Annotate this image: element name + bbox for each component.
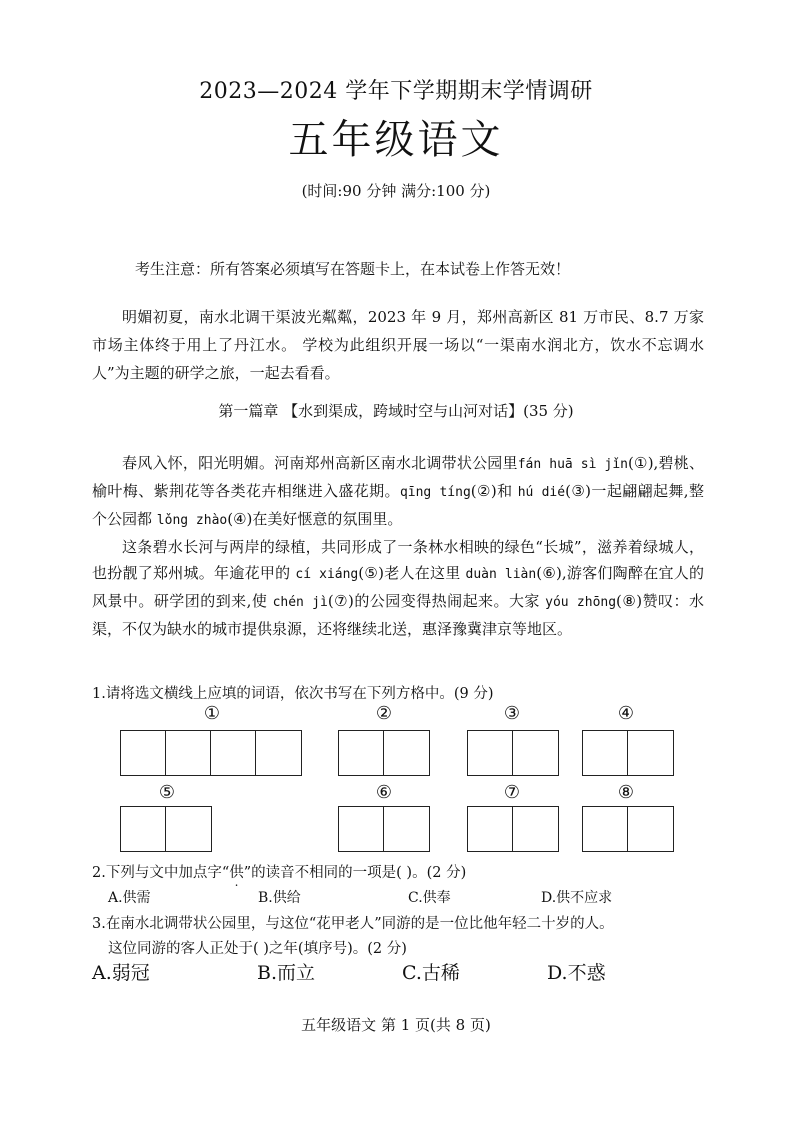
answer-grid-6[interactable] bbox=[338, 806, 430, 852]
question-2-options bbox=[108, 887, 708, 909]
question-3-line2: 这位同游的客人正处于( )之年(填序号)。(2 分) bbox=[108, 941, 407, 957]
grid-label-8: ⑧ bbox=[617, 782, 635, 803]
page-footer: 五年级语文 第 1 页(共 8 页) bbox=[301, 1016, 491, 1034]
pinyin-8: yóu zhōng bbox=[545, 595, 617, 610]
answer-grid-5[interactable] bbox=[120, 806, 212, 852]
answer-grid-3[interactable] bbox=[467, 730, 559, 776]
exam-time-info: (时间:90 分钟 满分:100 分) bbox=[301, 182, 491, 200]
answer-grid-2[interactable] bbox=[338, 730, 430, 776]
pinyin-2: qīng tíng bbox=[399, 485, 471, 500]
dotted-character: 供 bbox=[229, 865, 244, 881]
answer-grid-8[interactable] bbox=[582, 806, 674, 852]
q2-option-b[interactable]: B.供给 bbox=[258, 890, 301, 906]
passage-paragraph-2: 这条碧水长河与两岸的绿植，共同形成了一条林水相映的绿色“长城”，滋养着绿城人，也扮靓了郑州城。年逾花甲的 cí xiáng(⑤)老人在这里 duàn liàn(⑥),游客们陶醉在宜人的风景中。研学团的到来,使 chén jì(⑦)的公园变得热闹起来。大家 yóu zhōng(⑧)赞叹：水渠，不仅为缺水的城市提供泉源，还将继续北送，惠泽豫冀津京等地区。 bbox=[92, 538, 704, 638]
q2-option-a[interactable]: A.供需 bbox=[108, 890, 151, 906]
q3-option-b[interactable]: B.而立 bbox=[257, 962, 316, 984]
candidate-notice: 考生注意：所有答案必须填写在答题卡上，在本试卷上作答无效！ bbox=[135, 260, 571, 278]
answer-grid-7[interactable] bbox=[467, 806, 559, 852]
intro-paragraph: 明媚初夏，南水北调干渠波光粼粼，2023 年 9 月，郑州高新区 81 万市民、8.7 万家市场主体终于用上了丹江水。 学校为此组织开展一场以“一渠南水润北方，饮水不忘调水人”为主题的研学之旅，一起去看看。 bbox=[92, 308, 704, 382]
exam-subject-title: 五年级语文 bbox=[288, 117, 504, 163]
grid-label-5: ⑤ bbox=[158, 782, 176, 803]
answer-grid-labels-row1 bbox=[0, 703, 792, 733]
question-3-line1: 3.在南水北调带状公园里，与这位“花甲老人”同游的是一位比他年轻二十岁的人。 bbox=[92, 916, 614, 932]
grid-label-6: ⑥ bbox=[375, 782, 393, 803]
q2-option-c[interactable]: C.供奉 bbox=[408, 890, 451, 906]
answer-grid-row1 bbox=[0, 730, 792, 778]
pinyin-7: chén jì bbox=[272, 595, 328, 610]
grid-label-1: ① bbox=[203, 703, 221, 724]
pinyin-5: cí xiáng bbox=[295, 567, 359, 582]
grid-label-4: ④ bbox=[617, 703, 635, 724]
q3-option-c[interactable]: C.古稀 bbox=[402, 962, 460, 984]
grid-label-2: ② bbox=[375, 703, 393, 724]
exam-title-line1: 2023—2024 学年下学期期末学情调研 bbox=[199, 79, 593, 104]
q2-option-d[interactable]: D.供不应求 bbox=[541, 890, 613, 906]
reading-passage bbox=[92, 450, 704, 642]
question-1-text: 1.请将选文横线上应填的词语，依次书写在下列方格中。(9 分) bbox=[92, 686, 494, 702]
answer-grid-1[interactable] bbox=[120, 730, 302, 776]
grid-label-3: ③ bbox=[503, 703, 521, 724]
pinyin-6: duàn liàn bbox=[465, 567, 537, 582]
pinyin-1: fán huā sì jǐn bbox=[517, 457, 628, 472]
passage-paragraph-1: 春风入怀，阳光明媚。河南郑州高新区南水北调带状公园里fán huā sì jǐn(①),碧桃、榆叶梅、紫荆花等各类花卉相继进入盛花期。qīng tíng(②)和 hú dié(③)一起翩翩起舞,整个公园都 lǒng zhào(④)在美好惬意的氛围里。 bbox=[92, 454, 704, 528]
answer-grid-row2 bbox=[0, 806, 792, 854]
question-3-options bbox=[92, 958, 712, 988]
pinyin-4: lǒng zhào bbox=[156, 513, 228, 528]
q3-option-d[interactable]: D.不惑 bbox=[547, 962, 606, 984]
q3-option-a[interactable]: A.弱冠 bbox=[92, 962, 150, 984]
pinyin-3: hú dié bbox=[517, 485, 566, 500]
answer-grid-4[interactable] bbox=[582, 730, 674, 776]
question-2-text: 2.下列与文中加点字“供”的读音不相同的一项是( )。(2 分) bbox=[92, 865, 467, 881]
grid-label-7: ⑦ bbox=[503, 782, 521, 803]
chapter-title: 第一篇章 【水到渠成，跨域时空与山河对话】(35 分) bbox=[218, 402, 574, 420]
